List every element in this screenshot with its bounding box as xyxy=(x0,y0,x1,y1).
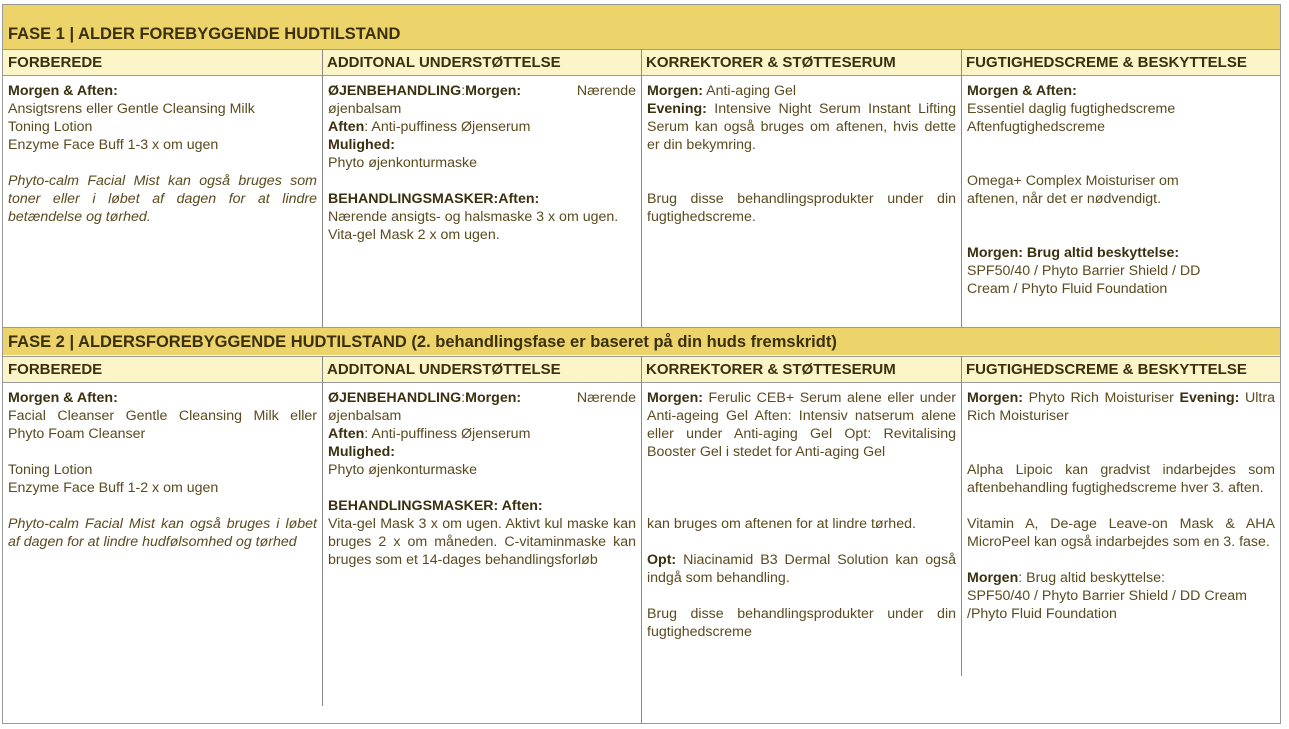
masks-label: BEHANDLINGSMASKER xyxy=(328,498,494,514)
phase2-additional-cell: ØJENBEHANDLING:Morgen: Nærende øjenbalsam Aften: Anti-puffiness Øjenserum Mulighed: Phyto øjenkonturmaske BEHANDLINGSMASKER: Aften: Vita-gel Mask 3 x om ugen. Aktivt kul maske kan bruges 2 x om måneden. C-vitaminmaske kan bruges som et 14-dages behandlingsforløb xyxy=(328,390,636,568)
time-label: Morgen: xyxy=(465,390,522,406)
product-line: Toning Lotion xyxy=(8,462,93,478)
product-line: Vita-gel Mask 2 x om ugen. xyxy=(328,227,500,243)
product-text: Nærende xyxy=(576,83,636,99)
phase1-title: FASE 1 | ALDER FOREBYGGENDE HUDTILSTAND xyxy=(3,5,1280,49)
time-label: Morgen & Aften: xyxy=(967,83,1077,99)
column-divider xyxy=(641,49,642,327)
column-divider xyxy=(961,356,962,676)
product-line: Enzyme Face Buff 1-2 x om ugen xyxy=(8,480,219,496)
product-text: Nærende xyxy=(576,390,636,406)
product-text: Phyto øjenkonturmaske xyxy=(328,462,478,478)
time-label: Morgen & Aften: xyxy=(8,390,118,406)
protection-label: : Brug altid beskyttelse: xyxy=(1018,570,1165,586)
phase2-fugtighed-cell xyxy=(967,389,1275,623)
eye-treatment-label: ØJENBEHANDLING xyxy=(328,390,462,406)
phase1-header-fugtighed: FUGTIGHEDSCREME & BESKYTTELSE xyxy=(961,49,1280,76)
product-line: Nærende ansigts- og halsmaske 3 x om ugen. xyxy=(328,209,619,225)
product-text: Vitamin A, De-age Leave-on Mask & AHA MicroPeel kan også indarbejdes som en 3. fase. xyxy=(967,516,1275,550)
time-label: : Aften: xyxy=(493,498,543,514)
product-line: Enzyme Face Buff 1-3 x om ugen xyxy=(8,137,219,153)
product-text: Niacinamid B3 Dermal Solution kan også indgå som behandling. xyxy=(647,552,956,586)
phase1-header-additional: ADDITONAL UNDERSTØTTELSE xyxy=(322,49,641,76)
phase1-additional-cell: ØJENBEHANDLING:Morgen: Nærende øjenbalsam Aften: Anti-puffiness Øjenserum Mulighed: Phyto øjenkonturmaske BEHANDLINGSMASKER:Aften: Nærende ansigts- og halsmaske 3 x om ugen. Vita-gel Mask 2 x om ugen. xyxy=(328,83,636,243)
option-label: Mulighed: xyxy=(328,137,395,153)
note-text: Brug disse behandlingsprodukter under din fugtighedscreme. xyxy=(647,191,956,225)
product-text: øjenbalsam xyxy=(328,101,402,117)
phase2-header-forberede: FORBEREDE xyxy=(3,356,322,383)
phase2-title: FASE 2 | ALDERSFOREBYGGENDE HUDTILSTAND (2. behandlingsfase er baseret på din huds fremskridt) xyxy=(3,327,1280,355)
product-text: Phyto Rich Moisturiser xyxy=(1022,390,1180,406)
product-text: Alpha Lipoic kan gradvist indarbejdes som aftenbehandling fugtighedscreme hver 3. aften. xyxy=(967,462,1275,496)
protection-label: Brug altid beskyttelse: xyxy=(1022,245,1180,261)
masks-label: BEHANDLINGSMASKER xyxy=(328,191,494,207)
product-text: : Anti-puffiness Øjenserum xyxy=(364,119,531,135)
phase2-header-additional: ADDITONAL UNDERSTØTTELSE xyxy=(322,356,641,383)
product-line: Aftenfugtighedscreme xyxy=(967,119,1106,135)
time-label: Morgen: xyxy=(647,83,703,99)
product-text: Intensive Night Serum Instant Lifting Serum kan også bruges om aftenen, hvis dette er din bekymring. xyxy=(647,101,956,153)
product-text: SPF50/40 / Phyto Barrier Shield / DD Cream /Phyto Fluid Foundation xyxy=(967,588,1247,622)
product-text: Ferulic CEB+ Serum alene eller under Anti-ageing Gel Aften: Intensiv natserum alene eller under Anti-aging Gel Opt: Revitalising Booster Gel i stedet for Anti-aging Gel xyxy=(647,390,956,460)
product-text: Ultra Rich Moisturiser xyxy=(967,390,1275,424)
column-divider xyxy=(641,356,642,724)
time-label: Morgen xyxy=(967,570,1019,586)
phase1-header-korrektorer: KORREKTORER & STØTTESERUM xyxy=(641,49,961,76)
option-label: Mulighed: xyxy=(328,444,395,460)
column-divider xyxy=(322,49,323,327)
product-text: Phyto øjenkonturmaske xyxy=(328,155,478,171)
note-text: Phyto-calm Facial Mist kan også bruges som toner eller i løbet af dagen for at lindre betændelse og tørhed. xyxy=(8,173,317,225)
product-text: SPF50/40 / Phyto Barrier Shield / DD Cream / Phyto Fluid Foundation xyxy=(967,263,1201,297)
phase1-header-forberede: FORBEREDE xyxy=(3,49,322,76)
product-line: Toning Lotion xyxy=(8,119,93,135)
time-label: Evening: xyxy=(647,101,707,117)
phase1-forberede-cell xyxy=(8,82,317,226)
product-line: Essentiel daglig fugtighedscreme xyxy=(967,101,1176,117)
time-label: Morgen: xyxy=(647,390,703,406)
column-divider xyxy=(322,356,323,706)
phase2-header-korrektorer: KORREKTORER & STØTTESERUM xyxy=(641,356,961,383)
product-text: : Anti-puffiness Øjenserum xyxy=(364,426,531,442)
phase1-fugtighed-cell xyxy=(967,82,1275,298)
product-text: Vita-gel Mask 3 x om ugen. Aktivt kul maske kan bruges 2 x om måneden. C-vitaminmaske kan bruges som et 14-dages behandlingsforløb xyxy=(328,516,636,568)
note-text: Brug disse behandlingsprodukter under din fugtighedscreme xyxy=(647,606,956,640)
time-label: Morgen: xyxy=(967,390,1023,406)
time-label: Morgen: xyxy=(967,245,1023,261)
product-text: Facial Cleanser Gentle Cleansing Milk eller Phyto Foam Cleanser xyxy=(8,408,317,442)
time-label: Evening: xyxy=(1179,390,1240,406)
time-label: Morgen & Aften: xyxy=(8,83,118,99)
phase2-header-fugtighed: FUGTIGHEDSCREME & BESKYTTELSE xyxy=(961,356,1280,383)
phase2-forberede-cell xyxy=(8,389,317,551)
phase1-korrektorer-cell xyxy=(647,82,956,226)
phase2-korrektorer-cell xyxy=(647,389,956,641)
note-text: Phyto-calm Facial Mist kan også bruges i løbet af dagen for at lindre hudfølsomhed og tørhed xyxy=(8,516,317,550)
product-text: Anti-aging Gel xyxy=(702,83,797,99)
option-label: Opt: xyxy=(647,552,677,568)
time-label: Morgen: xyxy=(465,83,522,99)
product-line: Ansigtsrens eller Gentle Cleansing Milk xyxy=(8,101,255,117)
time-label: Aften xyxy=(328,426,365,442)
time-label: :Aften: xyxy=(493,191,540,207)
eye-treatment-label: ØJENBEHANDLING xyxy=(328,83,462,99)
time-label: Aften xyxy=(328,119,365,135)
product-text: øjenbalsam xyxy=(328,408,402,424)
product-text: Omega+ Complex Moisturiser om aftenen, når det er nødvendigt. xyxy=(967,173,1179,207)
product-text: kan bruges om aftenen for at lindre tørhed. xyxy=(647,516,916,532)
column-divider xyxy=(961,49,962,327)
